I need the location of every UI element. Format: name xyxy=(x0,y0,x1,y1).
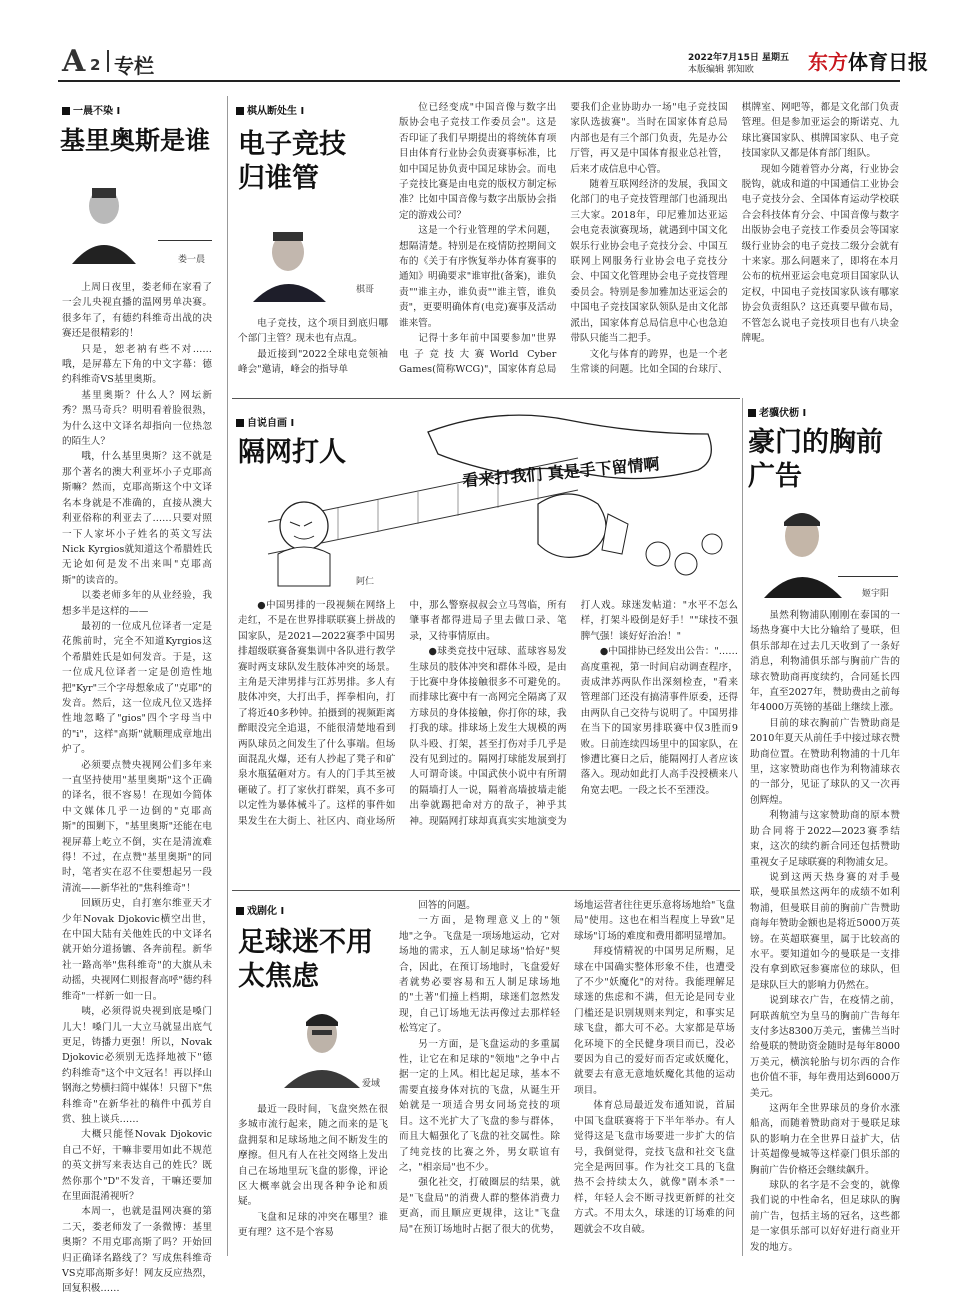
article-tag: 老骥伏枥 I xyxy=(748,404,806,419)
author-name: 爱域 xyxy=(362,1079,381,1089)
article-body: 回答的问题。 一方面，是物理意义上的"领地"之争。飞盘是一项场地运动，它对场地的需求，五人制足球场"恰好"契合，因此，在预订场地时，飞盘爱好者就势必要容易和五人制足球场地的"土著"们撞上档期，球迷们忽然发现，自己订场地无法再像过去那样轻松笃定了。 另一方面，是飞盘运动的多重属性，让它在和足球的"领地"之争中占据一定的上风。相比起足球，基本不需要直接身体对抗的飞盘，从诞生开始就是一项适合男女同场竞技的项目。这不光扩大了飞盘的参与群体，而且大幅强化了飞盘的社交属性。除了纯竞技的比赛之外，男女联谊有之，"相亲局"也不少。 强化社交，打破圈层的结果，就是"飞盘局"的消费人群的整体消费力更高，而且顺应更规律，这让"飞盘局"在预订场地时占据了很大的优势，场地运营者往往更乐意将场地给"飞盘局"使用。这也在相当程度上导致"足球场"订场的难度和费用都明显增加。 拜疫情精祝的中国男足所赐，足球在中国确实整体形象不佳，也遭受了不少"妖魔化"的对待。我能理解足球迷的焦虑和不满，但无论是同专业门槛还是识别规则来判定，和事实足球飞盘，都大可不必。大家都是草场化环境下的全民健身项目而已，没必要因为自己的爱好而否定或妖魔化，就要去有意无意地妖魔化其他的运动项目。 体育总局最近发布通知说，首届中国飞盘联赛将于下半年举办。有人觉得这是飞盘市场要进一步扩大的信号，我倒觉得，竞技飞盘和社交飞盘完全是两回事。作为社交工具的飞盘热不会持续太久，就像"剧本杀"一样，年轻人会不断寻找更新鲜的社交方式。不用太久，球迷的订场难的问题就会不攻自破。 xyxy=(399,900,735,1235)
author-name: 娄一晨 xyxy=(178,255,206,265)
header-divider xyxy=(107,50,109,72)
article-title: 隔网打人 xyxy=(238,437,346,468)
section-rule xyxy=(232,398,740,399)
page-letter: A xyxy=(62,44,85,79)
author-photo xyxy=(260,1000,386,1088)
article-title: 基里奥斯是谁 xyxy=(60,126,211,155)
page-number: 2 xyxy=(90,56,101,74)
column-divider xyxy=(227,96,228,1256)
section-rule xyxy=(232,890,740,891)
section-title: 专栏 xyxy=(114,54,154,78)
author-name: 阿仁 xyxy=(356,577,375,587)
article-intro: 电子竞技，这个项目到底归哪个部门主管？现未也有点乱。 最近接到"2022全球电竞领袖峰会"邀请，峰会的指导单 xyxy=(238,318,388,376)
column-divider xyxy=(742,398,743,1256)
article-body: ●中国男排的一段视频在网络上走红，不是在世界排联联赛上拼战的国家队，是2021—2022赛季中国男排超级联赛备赛集训中各队进行教学赛时两支球队发生肢体冲突的场景。主角是天津男排与江苏男排。多人有肢体冲突，大打出手，挥拳相向，打了将近40多秒钟。拍摄到的视频距离醉眼没完全追退，不能很清楚地看到两队球员之间发生了什么事端。但场面混乱火爆，还有人抄起了凳子和矿泉水瓶猛砸对方。有人的门手其至被砸破了。打了家伙打群架，真不多可以定性为暴体械斗了。这样的事件如果发生在大街上、社区内、商业场所中，那么警察叔叔会立马驾临，所有肇事者都得进局子里去做口录、笔录，又待事情原由。 ●球类竞技中冠球、蓝球容易发生球员的肢体冲突和群体斗殴，是由于比赛中身体接触很多不可避免的。而排球比赛中有一高网完全隔离了双方球员的身体接触，你打你的球，我打我的球。排球场上发生大规模的两队斗殴、打架，甚至打伤对手几乎是没有见到过的。隔网打球能发展到打人可谓奇谈。中国武侠小说中有所谓的隔墙打人一说，隔着高墙披墙走能出拳就踢把命对方的敌子，神乎其神。现隔网打球却真真实实地演变为打人戏。球迷发帖道："水平不怎么样，打架斗殴倒是好手！""球技不强脾气强！谈好好治治！" ●中国排协已经发出公告："……高度重视，第一时间启动调查程序，责成津苏两队作出深刻检查，"看来管理部门还没有搞清事件原委，还得由两队自己交待与说明了。中国男排在当下的国家男排联赛中仅3胜而9败。日前连续四场里中的国家队，在惨遭比赛日之后，能隔网打人者应该落入。现动如此打人高手没授横来八角宽去吧。一段之长不至湮没。 xyxy=(238,600,738,827)
article-tag: 戏剧化 I xyxy=(236,902,284,917)
article-tag: 自说自画 I xyxy=(236,414,294,429)
newspaper-logo: 东方体育日报 xyxy=(808,50,928,74)
article-tag: 一晨不染 I xyxy=(62,102,120,117)
article-body: 虽然利物浦队刚刚在泰国的一场热身赛中大比分输给了曼联，但俱乐部却在过去几天收到了一条好消息，利物浦俱乐部与胸前广告的球衣赞助商再度续约，合同延长四年，直至2027年，赞助费由之前每年4000万英镑的基础上继续上涨。 目前的球衣胸前广告赞助商是2010年夏天从前任手中接过球衣赞助商位置。在赞助利物浦的十几年里，这家赞助商也作为利物浦球衣的一部分，见证了球队的又一次再创辉煌。 利物浦与这家赞助商的原本赞助合同将于2022—2023赛季结束，这次的续约新合同还包括赞助重视女子足球联赛的利物浦女足。 说到这两天热身赛的对手曼联，曼联虽然这两年的成绩不如利物浦，但曼联目前的胸前广告赞助商每年赞助金额也是将近5000万英镑。在英超联赛里，属于比较高的水平。要知道如今的曼联是一支排没有拿到欧冠参赛席位的球队，但是球队巨大的影响力仍然在。 说到球衣广告，在疫情之前，阿联酋航空为皇马的胸前广告每年支付多达8300万美元，蜜佛兰当时给曼联的赞助资金随时是每年8000万美元，横滨轮胎与切尔西的合作也价值不菲，每年费用达到6000万美元。 这两年全世界球员的身价水涨船高，而随着赞助商对于曼联足球队的影响力在全世界日益扩大，估计英超像曼城等这样豪门俱乐部的胸前广告价格还会继续飙升。 球队的名字是不会变的，就像我们说的中性命名，但足球队的胸前广告，包括主场的冠名，这些都是一家俱乐部可以好好进行商业开发的地方。 xyxy=(750,610,900,1253)
header-rule xyxy=(58,80,900,82)
article-intro: 最近一段时间，飞盘突然在很多城市流行起来，随之而来的是飞盘拥泵和足球场地之间不断发生的摩擦。但凡有人在社交网络上发出自己在场地里玩飞盘的影像，评论区大概率就会出现各种争论和质疑。 飞盘和足球的冲突在哪里？谁更有理？这不是个容易 xyxy=(238,1104,388,1239)
author-name: 姬宇阳 xyxy=(862,589,890,599)
editors: 本版编辑 郭知欧 xyxy=(688,65,754,75)
author-name: 棋哥 xyxy=(356,285,375,295)
article-body: 位已经变成"中国音像与数字出版协会电子竞技工作委员会"。这是否印证了我们早期提出的将统体育项目由体育行业协会负责赛事标准，比如中国足协负责中国足球协会。而电子竞技比赛是由电竞的版权方制定标准？比如中国音像与数字出版协会指定的游戏公司？ 这是一个行业管理的学术问题，想隔清楚。特别是在疫情防控期间文布的《关于有序恢复举办体育赛事的通知》明确要求"谁审批(备案)，谁负责""谁主办，谁负责""谁主管，谁负责"，更要明确体育(电竞)赛事及活动谁来管。 记得十多年前中国要参加"世界电子竞技大赛World Cyber Games(简称WCG)"，国家体育总局要我们企业协助办一场"电子竞技国家队选拔赛"。当时在国家体育总局内部也是有三个部门负责，先是办公厅管，再又是中国体育报业总社管，后来才成信息中心管。 随着互联网经济的发展，我国文化部门的电子竞技管理部门也涌现出三大家。2018年，印尼雅加达亚运会电竞表演赛现场，就遇到中国文化娱乐行业协会电子竞技分会、中国互联网上网服务行业协会电子竞技分会、中国文化管理协会电子竞技管理委员会。特别是参加雅加达亚运会的中国电子竞技国家队领队是由文化部派出，国家体育总局信息中心也急迫带队只能当二把手。 文化与体育的跨界，也是一个老生常谈的问题。比如全国的台球厅、棋牌室、网吧等，都是文化部门负责管理。但是参加亚运会的斯诺克、九球比赛国家队、棋牌国家队、电子竞技国家队又都是体育部门组队。 现如今随着管办分离，行业协会脱钩，就成和道的中国通信工业协会电子竞技分会、全国体育运动学校联合会科技体育分会、中国音像与数字出版协会电子竞技工作委员会等国家级行业协会的电子竞技二级分会就有十来家。那么问题来了，即将在本月公布的杭州亚运会电竞项目国家队认定权，中国电子竞技国家队该有哪家协会负责组队？这还真要早做布局，不管怎么说电子竞技项目也有八块金牌呢。 xyxy=(399,102,899,375)
cartoon-caption: 看来打我们 真是手下留情啊 xyxy=(461,454,661,491)
cartoon-illustration xyxy=(238,404,738,586)
author-photo xyxy=(62,176,212,264)
article-title: 豪门的胸前广告 xyxy=(748,427,883,492)
article-title: 电子竞技归谁管 xyxy=(238,129,346,194)
article-title: 足球迷不用太焦虑 xyxy=(238,927,373,992)
issue-date: 2022年7月15日 星期五 xyxy=(688,53,789,63)
author-photo xyxy=(752,498,898,598)
article-body: 上周日夜里，娄老师在家看了一会儿央视直播的温网男单决赛。很多年了，有德约科维奇出战的决赛还是很精彩的！ 只是，恕老衲有些不对……哦，是屏幕左下角的中文字幕：德约科维奇VS基里奥斯。 基里奥斯？什么人？网坛新秀？黑马奇兵？明明看着脸很熟，为什么这中文译名却指向一位热忽的陌生人？ 哦，什么基里奥斯？这不就是那个著名的澳大利亚坏小子克耶高斯嘛？然而，克耶高斯这个中文译名本身就是不准确的，直接从澳大利亚俗称的利亚去了……只要对照一下人家坏小子姓名的英文写法Nick Kyrgios就知道这个希腊姓氏无论如何是发不出来叫"克耶高斯"的读音的。 以娄老师多年的从业经验，我想多半是这样的—— 最初的一位成凡位译者一定是花熊前时，完全不知道Kyrgios这个希腊姓氏是如何发音。于是，这一位成凡位译者一定是创造性地把"Kyr"三个字母想象成了"克耶"的发音。然后，这一位成凡位又选择性地忽略了"gios"四个字母当中的"i"，这样"高斯"就顺理成章地出炉了。 必须要点赞央视网公们多年来一直坚持使用"基里奥斯"这个正确的译名，很不容易！在现如今简体中文媒体几乎一边倒的"克耶高斯"的围剿下，"基里奥斯"还能在电视屏幕上屹立不倒，实在是清流难得！不过，在点赞"基里奥斯"的同时，笔者实在忍不住要想起另一段清流——新华社的"焦科维奇"！ 回顾历史，自打塞尔维亚天才少年Novak Djokovic横空出世，在中国大陆有关他姓氏的中文译名就开始分道扬镳、各奔前程。新华社一路高举"焦科维奇"的大旗从未动摇，央视网仁则报督高呼"德约科维奇"一样新一如一日。 咦，必须得说央视到底是嗓门儿大！嗓门儿一大立马就显出底气更足，铸播力更强！所以，Novak Djokovic必须别无选择地被下"德约科维奇"这个中文冠名！再以择山钢海之势横扫简中媒体！只留下"焦科维奇"在新华社的稿件中孤芳自赏、独上谈兵…… 大概只能怪Novak Djokovic自己不好，干嘛非要用如此不规范的英文拼写来表达自己的姓氏？既然你那个"D"不发音，干嘛还要加在里面混淆视听？ 本周一，也就是温网决赛的第二天，娄老师发了一条微博：基里奥斯？不用克耶高斯了吗？开始回归正确译名路线了？写成焦科维奇VS克耶高斯多好！网友反应热烈，回复积极…… xyxy=(62,282,212,1295)
article-tag: 棋从断处生 I xyxy=(236,102,304,117)
